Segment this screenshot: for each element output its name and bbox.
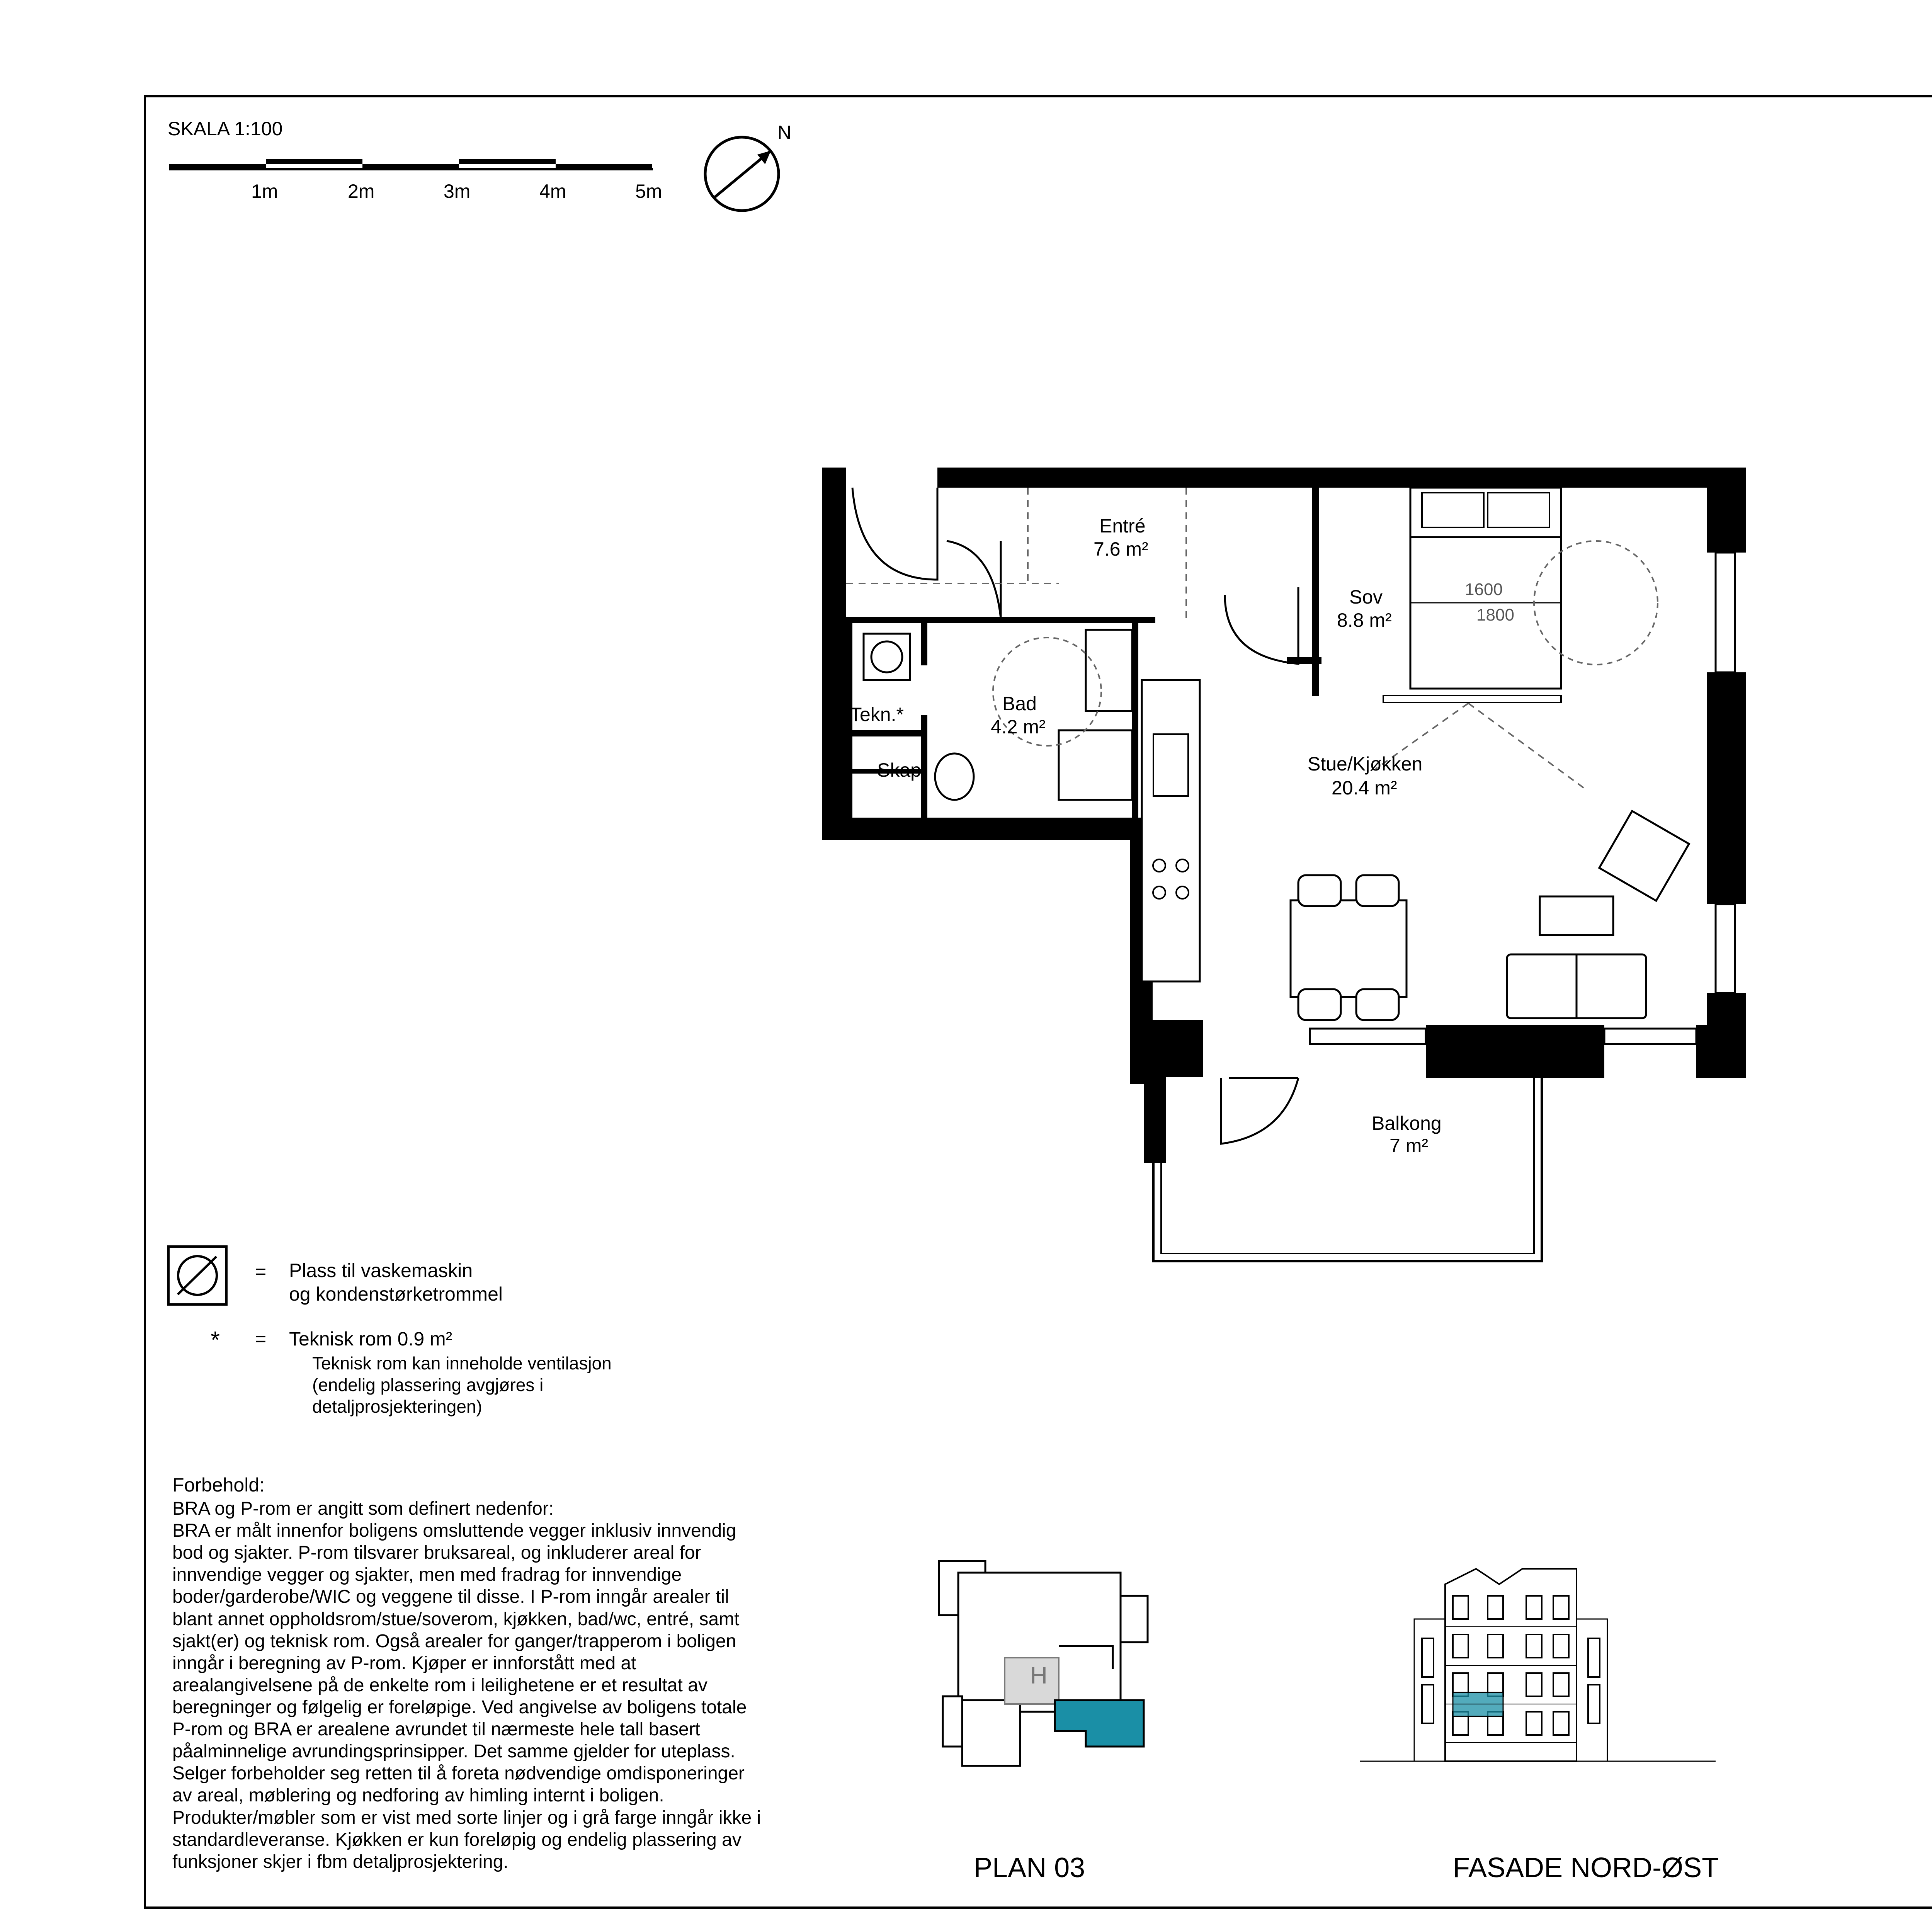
- scale-tick-5: 5m: [635, 180, 662, 202]
- disclaimer-body: BRA og P-rom er angitt som definert nedenfor: BRA er målt innenfor boligens omsluttende vegger inklusiv innvendig bod og sjakter. P-rom tilsvarer bruksareal, og inkluderer areal for innvendige vegger og sjakter, men med fradrag for innvendige boder/garderobe/WIC og veggene til disse. I P-rom inngår arealer til blant annet oppholdsrom/stue/soverom, kjøkken, bad/wc, entré, samt sjakt(er) og teknisk rom. Også arealer for ganger/trapperom i boligen inngår i beregning av P-rom. Kjøper er innforstått med at arealangivelsene på de enkelte rom i leilighetene er et resultat av beregninger og følgelig er foreløpige. Ved angivelse av boligens totale P-rom og BRA er arealene avrundet til nærmeste hele tall basert påalminnelige avrundingsprinsipper. Det samme gjelder for uteplass. Selger forbeholder seg retten til å foreta nødvendige omdisponeringer av areal, møblering og nedforing av himling internt i boligen. Produkter/møbler som er vist med sorte linjer og i grå farge inngår ikke i standardleveranse. Kjøkken er kun foreløpig og endelig plassering av funksjoner skjer i fbm detaljprosjektering.: [172, 1498, 761, 1872]
- bed-width-1600: 1600: [1465, 580, 1503, 599]
- facade-caption: FASADE NORD-ØST: [1453, 1852, 1719, 1883]
- room-bad-name: Bad: [1002, 693, 1037, 714]
- north-label: N: [777, 122, 792, 143]
- floor-plan: [811, 460, 1762, 1283]
- room-tekn-label: Tekn.*: [850, 704, 904, 725]
- legend-tech-title: Teknisk rom 0.9 m²: [289, 1328, 452, 1350]
- room-entre-name: Entré: [1099, 515, 1146, 537]
- scale-bar: [166, 147, 707, 216]
- scale-tick-4: 4m: [539, 180, 566, 202]
- room-sov-name: Sov: [1349, 586, 1383, 608]
- washer-symbol-icon: [166, 1244, 232, 1310]
- room-sov-area: 8.8 m²: [1337, 609, 1392, 631]
- legend-washer-text: Plass til vaskemaskin og kondenstørketrommel: [289, 1260, 503, 1305]
- key-plan-unit-label: H: [1030, 1662, 1048, 1689]
- room-bad-area: 4.2 m²: [991, 716, 1046, 738]
- room-entre-area: 7.6 m²: [1094, 538, 1148, 560]
- room-stue-name: Stue/Kjøkken: [1308, 753, 1423, 775]
- scale-tick-3: 3m: [444, 180, 471, 202]
- room-stue-area: 20.4 m²: [1332, 777, 1397, 799]
- scale-label: SKALA 1:100: [168, 118, 283, 139]
- legend-equals-1: =: [255, 1261, 267, 1282]
- legend-equals-2: =: [255, 1328, 267, 1350]
- scale-tick-2: 2m: [348, 180, 375, 202]
- key-plan-caption: PLAN 03: [974, 1852, 1085, 1883]
- bed-width-1800: 1800: [1476, 605, 1514, 624]
- legend-tech-symbol: *: [211, 1327, 220, 1354]
- facade-elevation: [1360, 1561, 1716, 1770]
- room-balkong-area: 7 m²: [1389, 1135, 1428, 1156]
- room-skap-label: Skap: [877, 759, 921, 781]
- scale-tick-1: 1m: [251, 180, 278, 202]
- room-balkong-name: Balkong: [1372, 1112, 1442, 1134]
- legend-tech-note: Teknisk rom kan inneholde ventilasjon (endelig plassering avgjøres i detaljprosjekteringen): [312, 1353, 612, 1417]
- disclaimer-heading: Forbehold:: [172, 1474, 265, 1496]
- key-plan: [927, 1553, 1167, 1770]
